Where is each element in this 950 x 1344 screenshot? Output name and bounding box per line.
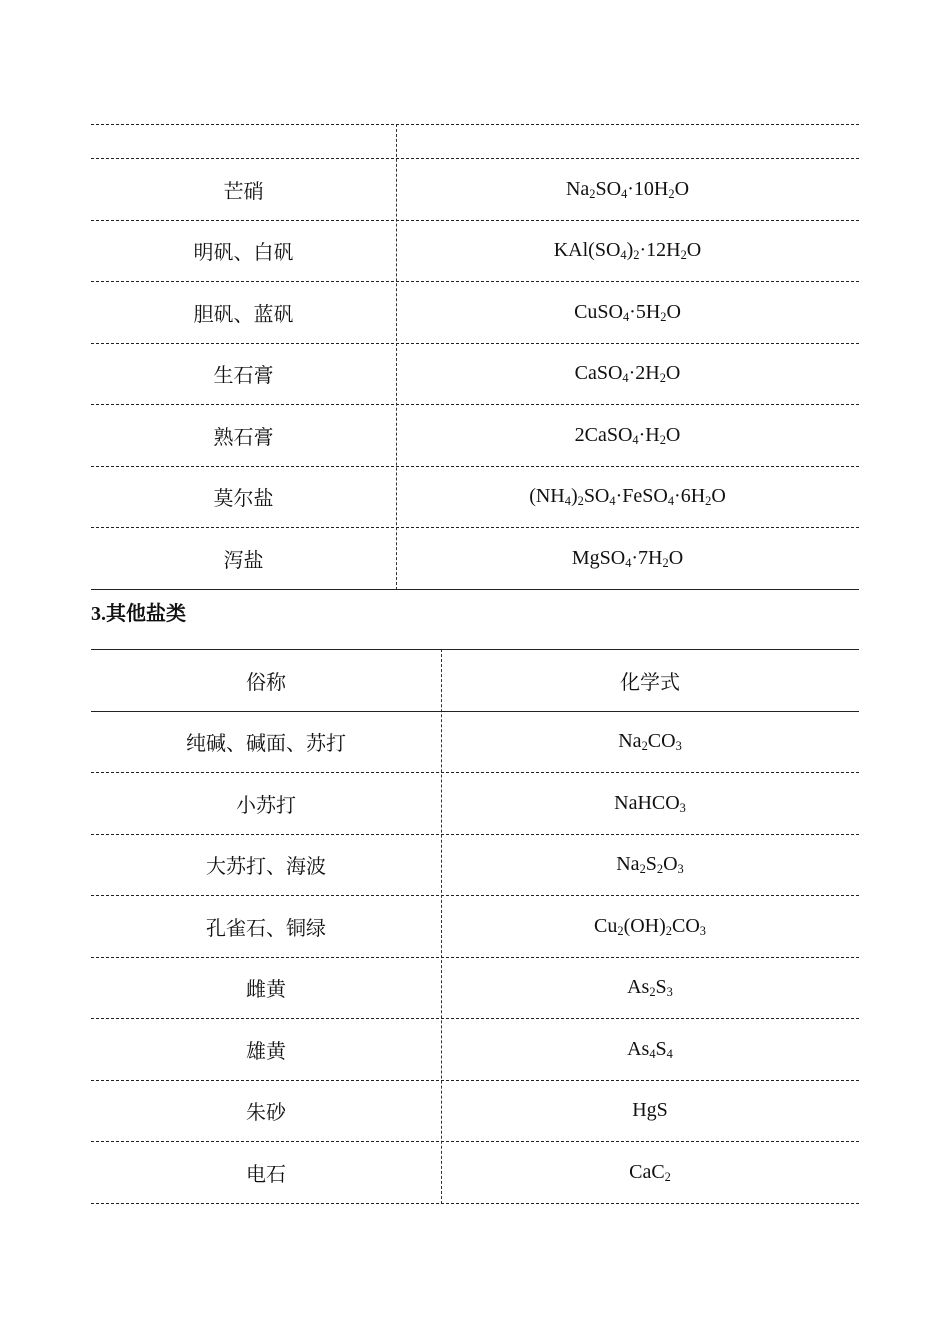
header-formula: 化学式 [620,669,680,694]
chemical-formula: $KAl(SO_4)_2\cdot 12H_2O$ [553,239,702,263]
table-row [91,1019,859,1081]
table-row [91,405,859,467]
chemical-formula: CaC$_2$ [629,1160,671,1184]
common-name: 泻盐 [223,547,264,572]
common-name: 雄黄 [246,1038,286,1063]
common-name: 胆矾、蓝矾 [193,301,294,326]
table-row [91,958,859,1020]
table-row [91,712,859,774]
section-heading [91,597,186,626]
section-number: 3. [91,603,106,625]
chemical-formula: $As_4S_4$ [627,1037,673,1061]
common-name: 生石膏 [213,363,274,388]
table-row [91,773,859,835]
common-name: 莫尔盐 [213,486,274,511]
common-name: 孔雀石、铜绿 [206,915,326,940]
chemical-formula: $Na_2SO_4\cdot 10H_2O$ [565,177,690,201]
header-common-name: 俗称 [246,669,286,694]
chemical-formula: $Na_2S_2O_3$ [616,853,684,877]
table-header-row [91,649,859,712]
common-name: 大苏打、海波 [206,854,326,879]
common-name: 电石 [246,1161,286,1186]
common-name: 朱砂 [246,1100,286,1125]
table-row [91,282,859,344]
section-title: 其他盐类 [106,601,186,625]
chemical-formula: $Na_2CO_3$ [618,730,682,754]
common-name: 熟石膏 [213,424,274,449]
table-row [91,896,859,958]
chemical-formula: HgS [632,1099,668,1122]
chemical-formula: $(NH_4)_2SO_4\cdot FeSO_4\cdot 6H_2O$ [529,485,726,509]
table-row [91,159,859,221]
table-row [91,835,859,897]
table-row [91,344,859,406]
table-row [91,221,859,283]
table-row-empty [91,124,859,159]
table-hydrated-salts [91,124,859,590]
chemical-formula: $MgSO_4\cdot 7H_2O$ [571,546,684,570]
table-row [91,1081,859,1143]
table-row [91,1142,859,1204]
common-name: 雌黄 [246,977,286,1002]
table-row [91,528,859,590]
chemical-formula: $CaSO_4\cdot 2H_2O$ [574,362,681,386]
table-other-salts [91,649,859,1204]
common-name: 芒硝 [223,178,264,203]
chemical-formula: $CuSO_4\cdot 5H_2O$ [574,300,681,324]
chemical-formula: $Cu_2(OH)_2CO_3$ [594,914,706,938]
common-name: 纯碱、碱面、苏打 [186,731,346,756]
chemical-formula: $As_2S_3$ [627,976,673,1000]
table-row [91,467,859,529]
chemical-formula: NaHCO$_3$ [614,791,686,815]
chemical-formula: $2CaSO_4\cdot H_2O$ [574,423,681,447]
common-name: 小苏打 [236,792,296,817]
common-name: 明矾、白矾 [193,240,294,265]
